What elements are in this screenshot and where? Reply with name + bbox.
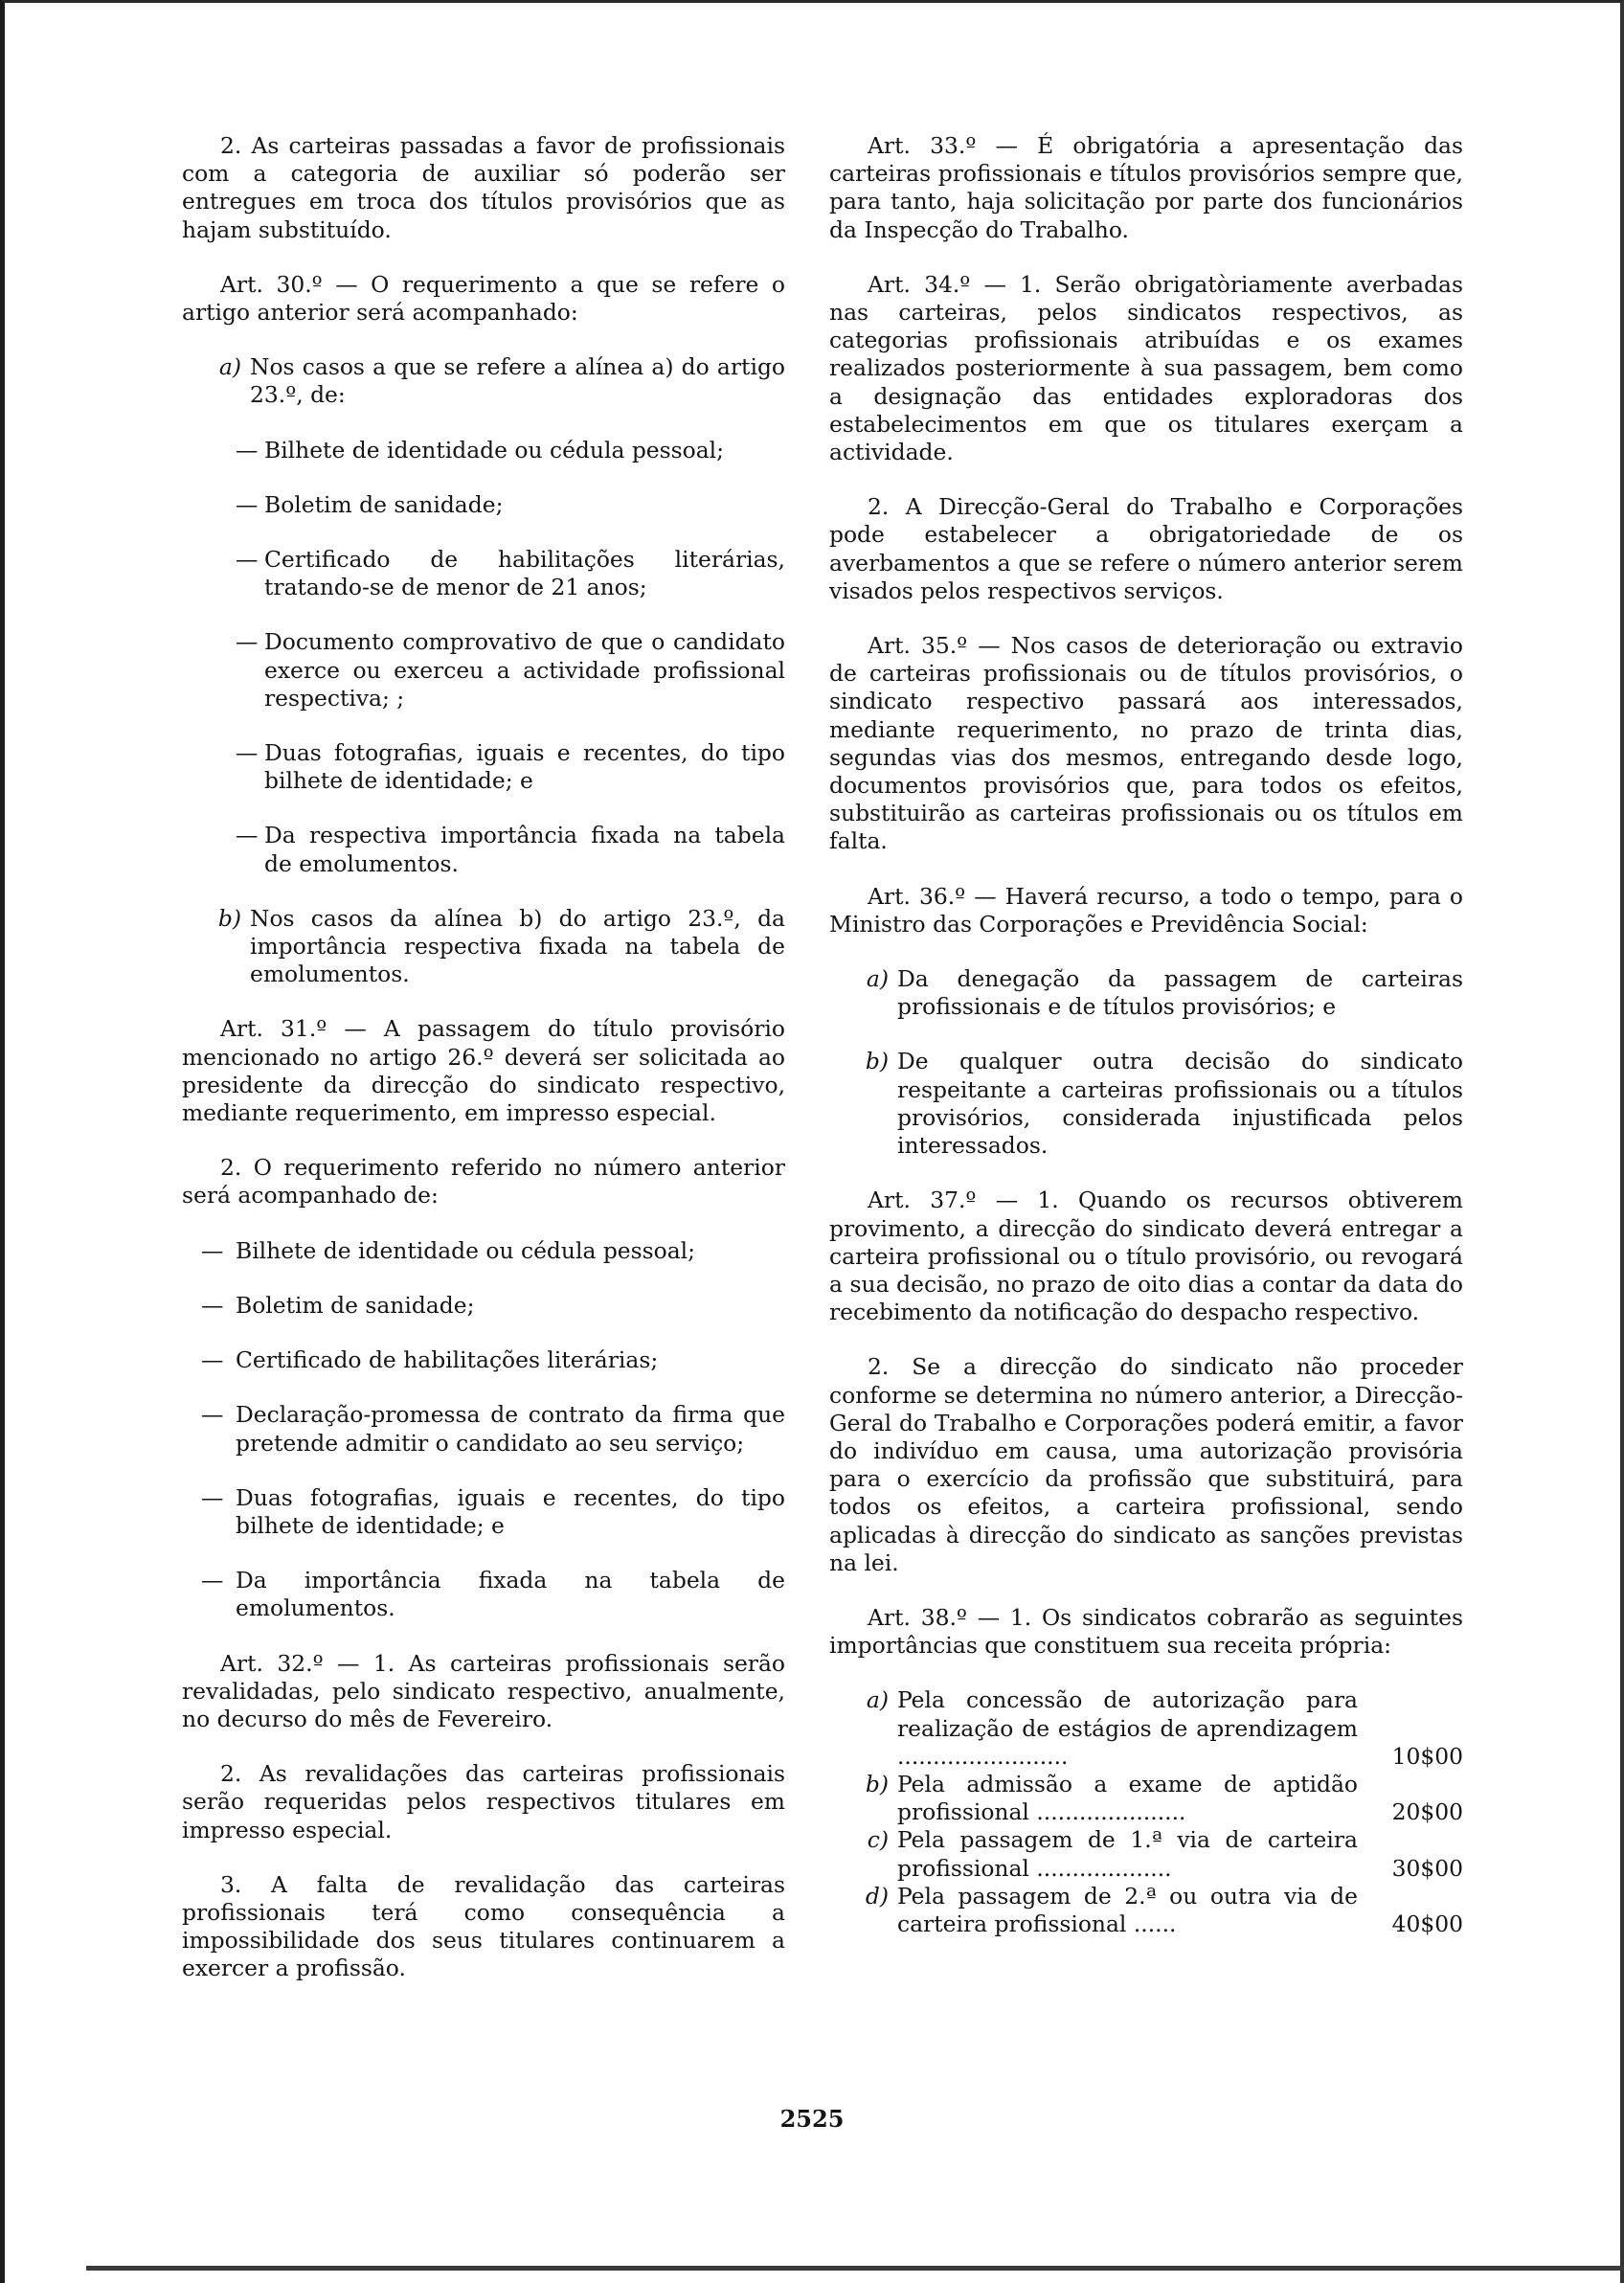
fee-value: 20$00	[1391, 1798, 1463, 1826]
article-35: Art. 35.º — Nos casos de deterioração ou extravio de carteiras profissionais ou de títulos provisórios, o sindicato respectivo passará aos interessados, mediante requerimento, no prazo de trinta dias, segundas vias dos mesmos, entregando desde logo, documentos provisórios que, para todos os efeitos, substituirão as carteiras profissionais ou os títulos em falta.	[829, 632, 1463, 855]
clause-label: b)	[217, 904, 241, 932]
paragraph: 3. A falta de revalidação das carteiras profissionais terá como consequência a impossibilidade dos seus titulares continuarem a exercer a profissão.	[182, 1870, 785, 1982]
list-item: — Declaração-promessa de contrato da firma que pretende admitir o candidato ao seu serviço;	[201, 1401, 785, 1457]
clause-a	[829, 965, 1463, 1021]
list-item: — Certificado de habilitações literárias;	[201, 1346, 659, 1374]
table-row: b) Pela admissão a exame de aptidão profissional ..................... 20$00	[865, 1770, 1463, 1826]
fee-value: 10$00	[1391, 1742, 1463, 1770]
list-item: — Duas fotografias, iguais e recentes, do tipo bilhete de identidade; e	[236, 739, 785, 795]
table-row: a) Pela concessão de autorização para realização de estágios de aprendizagem ........................ 10$00	[866, 1686, 1463, 1770]
left-column	[182, 132, 785, 1983]
right-column	[829, 132, 1463, 1938]
list-item: — Bilhete de identidade ou cédula pessoal;	[201, 1236, 696, 1264]
fee-description: Pela concessão de autorização para realização de estágios de aprendizagem ........................	[897, 1686, 1358, 1770]
article-33: Art. 33.º — É obrigatória a apresentação das carteiras profissionais e títulos provisórios sempre que, para tanto, haja solicitação por parte dos funcionários da Inspecção do Trabalho.	[829, 132, 1463, 243]
clause-a	[182, 353, 785, 409]
clause-label: a)	[866, 965, 889, 993]
fee-description: Pela admissão a exame de aptidão profissional .....................	[897, 1770, 1358, 1826]
article-31: Art. 31.º — A passagem do título provisório mencionado no artigo 26.º deverá ser solicitada ao presidente da direcção do sindicato respectivo, mediante requerimento, em impresso especial.	[182, 1015, 785, 1127]
paragraph: 2. Se a direcção do sindicato não proceder conforme se determina no número anterior, a Direcção-Geral do Trabalho e Corporações poderá emitir, a favor do indivíduo em causa, uma autorização provisória para o exercício da profissão que substituirá, para todos os efeitos, a carteira profissional, sendo aplicadas à direcção do sindicato as sanções previstas na lei.	[829, 1353, 1463, 1576]
clause-text: Nos casos a que se refere a alínea a) do artigo 23.º, de:	[250, 353, 785, 409]
article-32: Art. 32.º — 1. As carteiras profissionais serão revalidadas, pelo sindicato respectivo, anualmente, no decurso do mês de Fevereiro.	[182, 1649, 785, 1732]
clause-b	[829, 1048, 1463, 1160]
list-item: — Documento comprovativo de que o candidato exerce ou exerceu a actividade profissional respectiva; ;	[236, 628, 785, 712]
fee-value: 40$00	[1391, 1910, 1463, 1937]
article-34: Art. 34.º — 1. Serão obrigatòriamente averbadas nas carteiras, pelos sindicatos respectivos, as categorias profissionais atribuídas e os exames realizados posteriormente à sua passagem, bem como a designação das entidades exploradoras dos estabelecimentos em que os titulares exerçam a actividade.	[829, 270, 1463, 466]
table-row: d) Pela passagem de 2.ª ou outra via de carteira profissional ...... 40$00	[865, 1882, 1463, 1937]
clause-text: Da denegação da passagem de carteiras profissionais e de títulos provisórios; e	[897, 965, 1463, 1021]
list-item: — Duas fotografias, iguais e recentes, do tipo bilhete de identidade; e	[201, 1483, 785, 1539]
fee-description: Pela passagem de 2.ª ou outra via de carteira profissional ......	[897, 1882, 1358, 1937]
list-item: — Boletim de sanidade;	[236, 490, 504, 518]
clause-b	[182, 905, 785, 989]
article-37: Art. 37.º — 1. Quando os recursos obtiverem provimento, a direcção do sindicato deverá entregar a carteira profissional ou o título provisório, ou revogará a sua decisão, no prazo de oito dias a contar da data do recebimento da notificação do despacho respectivo.	[829, 1187, 1463, 1326]
article-36: Art. 36.º — Haverá recurso, a todo o tempo, para o Ministro das Corporações e Previdência Social:	[829, 882, 1463, 938]
paragraph: 2. O requerimento referido no número anterior será acompanhado de:	[182, 1154, 785, 1209]
list-item: — Da importância fixada na tabela de emolumentos.	[201, 1567, 785, 1622]
list-item: — Bilhete de identidade ou cédula pessoal;	[236, 436, 725, 463]
article-38: Art. 38.º — 1. Os sindicatos cobrarão as seguintes importâncias que constituem sua receita própria:	[829, 1603, 1463, 1660]
fee-value: 30$00	[1391, 1854, 1463, 1882]
list-item: — Boletim de sanidade;	[201, 1291, 475, 1319]
bottom-rule	[86, 2266, 1624, 2271]
clause-label: b)	[865, 1048, 889, 1075]
list-item: — Da respectiva importância fixada na tabela de emolumentos.	[236, 822, 785, 877]
table-row: c) Pela passagem de 1.ª via de carteira profissional ................... 30$00	[867, 1826, 1463, 1882]
clause-label: a)	[218, 353, 241, 381]
clause-text: Nos casos da alínea b) do artigo 23.º, da importância respectiva fixada na tabela de emolumentos.	[250, 904, 785, 988]
paragraph: 2. A Direcção-Geral do Trabalho e Corporações pode estabelecer a obrigatoriedade de os averbamentos a que se refere o número anterior serem visados pelos respectivos serviços.	[829, 493, 1463, 604]
clause-text: De qualquer outra decisão do sindicato respeitante a carteiras profissionais ou a títulos provisórios, considerada injustificada pelos interessados.	[897, 1048, 1463, 1160]
fee-table	[829, 1686, 1463, 1938]
paragraph: 2. As revalidações das carteiras profissionais serão requeridas pelos respectivos titulares em impresso especial.	[182, 1760, 785, 1843]
article-30: Art. 30.º — O requerimento a que se refere o artigo anterior será acompanhado:	[182, 270, 785, 327]
list-item: — Certificado de habilitações literárias, tratando-se de menor de 21 anos;	[236, 546, 785, 601]
fee-description: Pela passagem de 1.ª via de carteira profissional ...................	[897, 1826, 1358, 1882]
paragraph: 2. As carteiras passadas a favor de profissionais com a categoria de auxiliar só poderão ser entregues em troca dos títulos provisórios que as hajam substituído.	[182, 132, 785, 243]
page-number: 2525	[779, 2105, 845, 2133]
